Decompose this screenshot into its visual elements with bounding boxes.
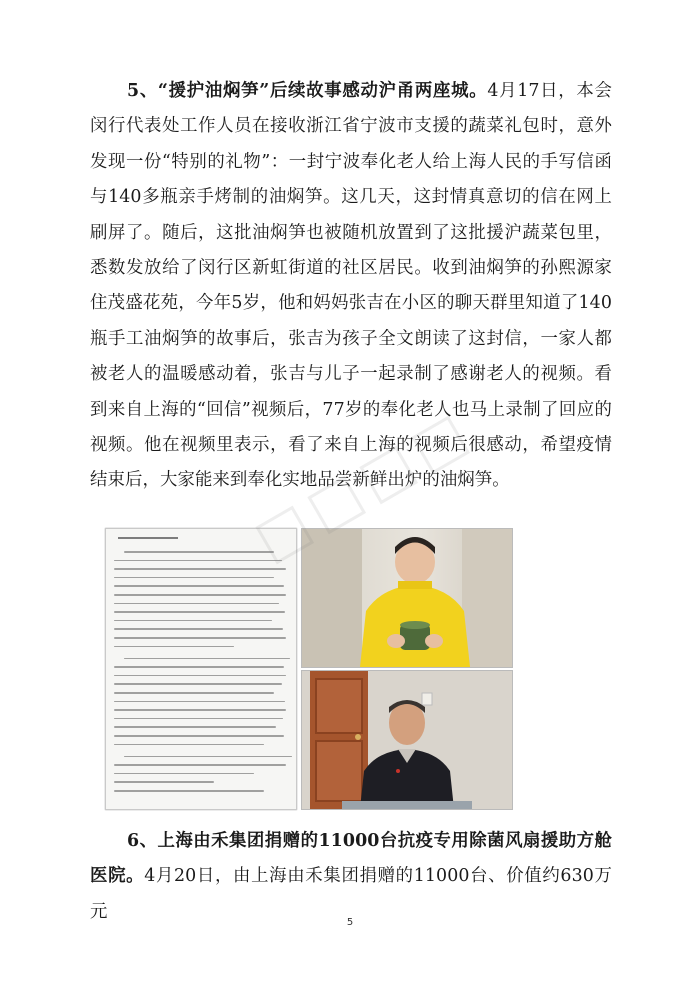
- handwriting-line: [114, 744, 264, 746]
- handwriting-line: [114, 628, 283, 630]
- paragraph-5-heading: 5、“援护油焖笋”后续故事感动沪甬两座城。: [127, 81, 488, 101]
- paragraph-6-heading: 6、上海由禾集团捐赠的11000台抗疫专用除菌风扇援助方舱医院。: [90, 831, 612, 887]
- paragraph-5-body: 4月17日，本会闵行代表处工作人员在接收浙江省宁波市支援的蔬菜礼包时，意外发现一份“特别的礼物”：一封宁波奉化老人给上海人民的手写信函与140多瓶亲手烤制的油焖笋。这几天，这封情真意切的信在网上刷屏了。随后，这批油焖笋也被随机放置到了这批援沪蔬菜包里，悉数发放给了闵行区新虹街道的社区居民。收到油焖笋的孙熙源家住茂盛花苑，今年5岁，他和妈妈张吉在小区的聊天群里知道了140瓶手工油焖笋的故事后，张吉为孩子全文朗读了这封信，一家人都被老人的温暖感动着，张吉与儿子一起录制了感谢老人的视频。看到来自上海的“回信”视频后，77岁的奉化老人也马上录制了回应的视频。他在视频里表示，看了来自上海的视频后很感动，希望疫情结束后，大家能来到奉化实地品尝新鲜出炉的油焖笋。: [90, 81, 612, 491]
- handwriting-line: [114, 790, 264, 792]
- handwriting-line: [114, 726, 276, 728]
- handwriting-line: [114, 577, 274, 579]
- handwriting-line: [114, 620, 272, 622]
- handwriting-line: [114, 585, 284, 587]
- handwriting-line: [114, 611, 285, 613]
- handwriting-line: [114, 568, 286, 570]
- paragraph-6-body: 4月20日，由上海由禾集团捐赠的11000台、价值约630万元: [90, 866, 612, 922]
- child-photo: [301, 528, 513, 668]
- handwriting-line: [114, 709, 286, 711]
- handwriting-line: [114, 646, 234, 648]
- handwriting-line: [114, 560, 282, 562]
- handwriting-line: [114, 701, 285, 703]
- handwritten-letter-image: [105, 528, 297, 810]
- handwriting-line: [124, 658, 290, 660]
- handwriting-line: [114, 764, 286, 766]
- handwriting-line: [124, 551, 274, 553]
- handwriting-line: [114, 683, 282, 685]
- photo-group: [105, 528, 511, 810]
- handwriting-line: [114, 692, 274, 694]
- handwriting-line: [114, 675, 286, 677]
- paragraph-6: [90, 824, 612, 930]
- handwriting-line: [114, 781, 214, 783]
- handwriting-line: [124, 756, 292, 758]
- elderly-man-photo: [301, 670, 513, 810]
- page-number: 5: [346, 917, 354, 928]
- handwriting-line: [114, 666, 284, 668]
- handwriting-line: [114, 594, 286, 596]
- handwriting-line: [114, 718, 283, 720]
- paragraph-5: [90, 74, 612, 499]
- handwriting-line: [114, 603, 279, 605]
- handwriting-line: [114, 773, 254, 775]
- handwriting-line: [114, 735, 284, 737]
- handwriting-line: [114, 637, 286, 639]
